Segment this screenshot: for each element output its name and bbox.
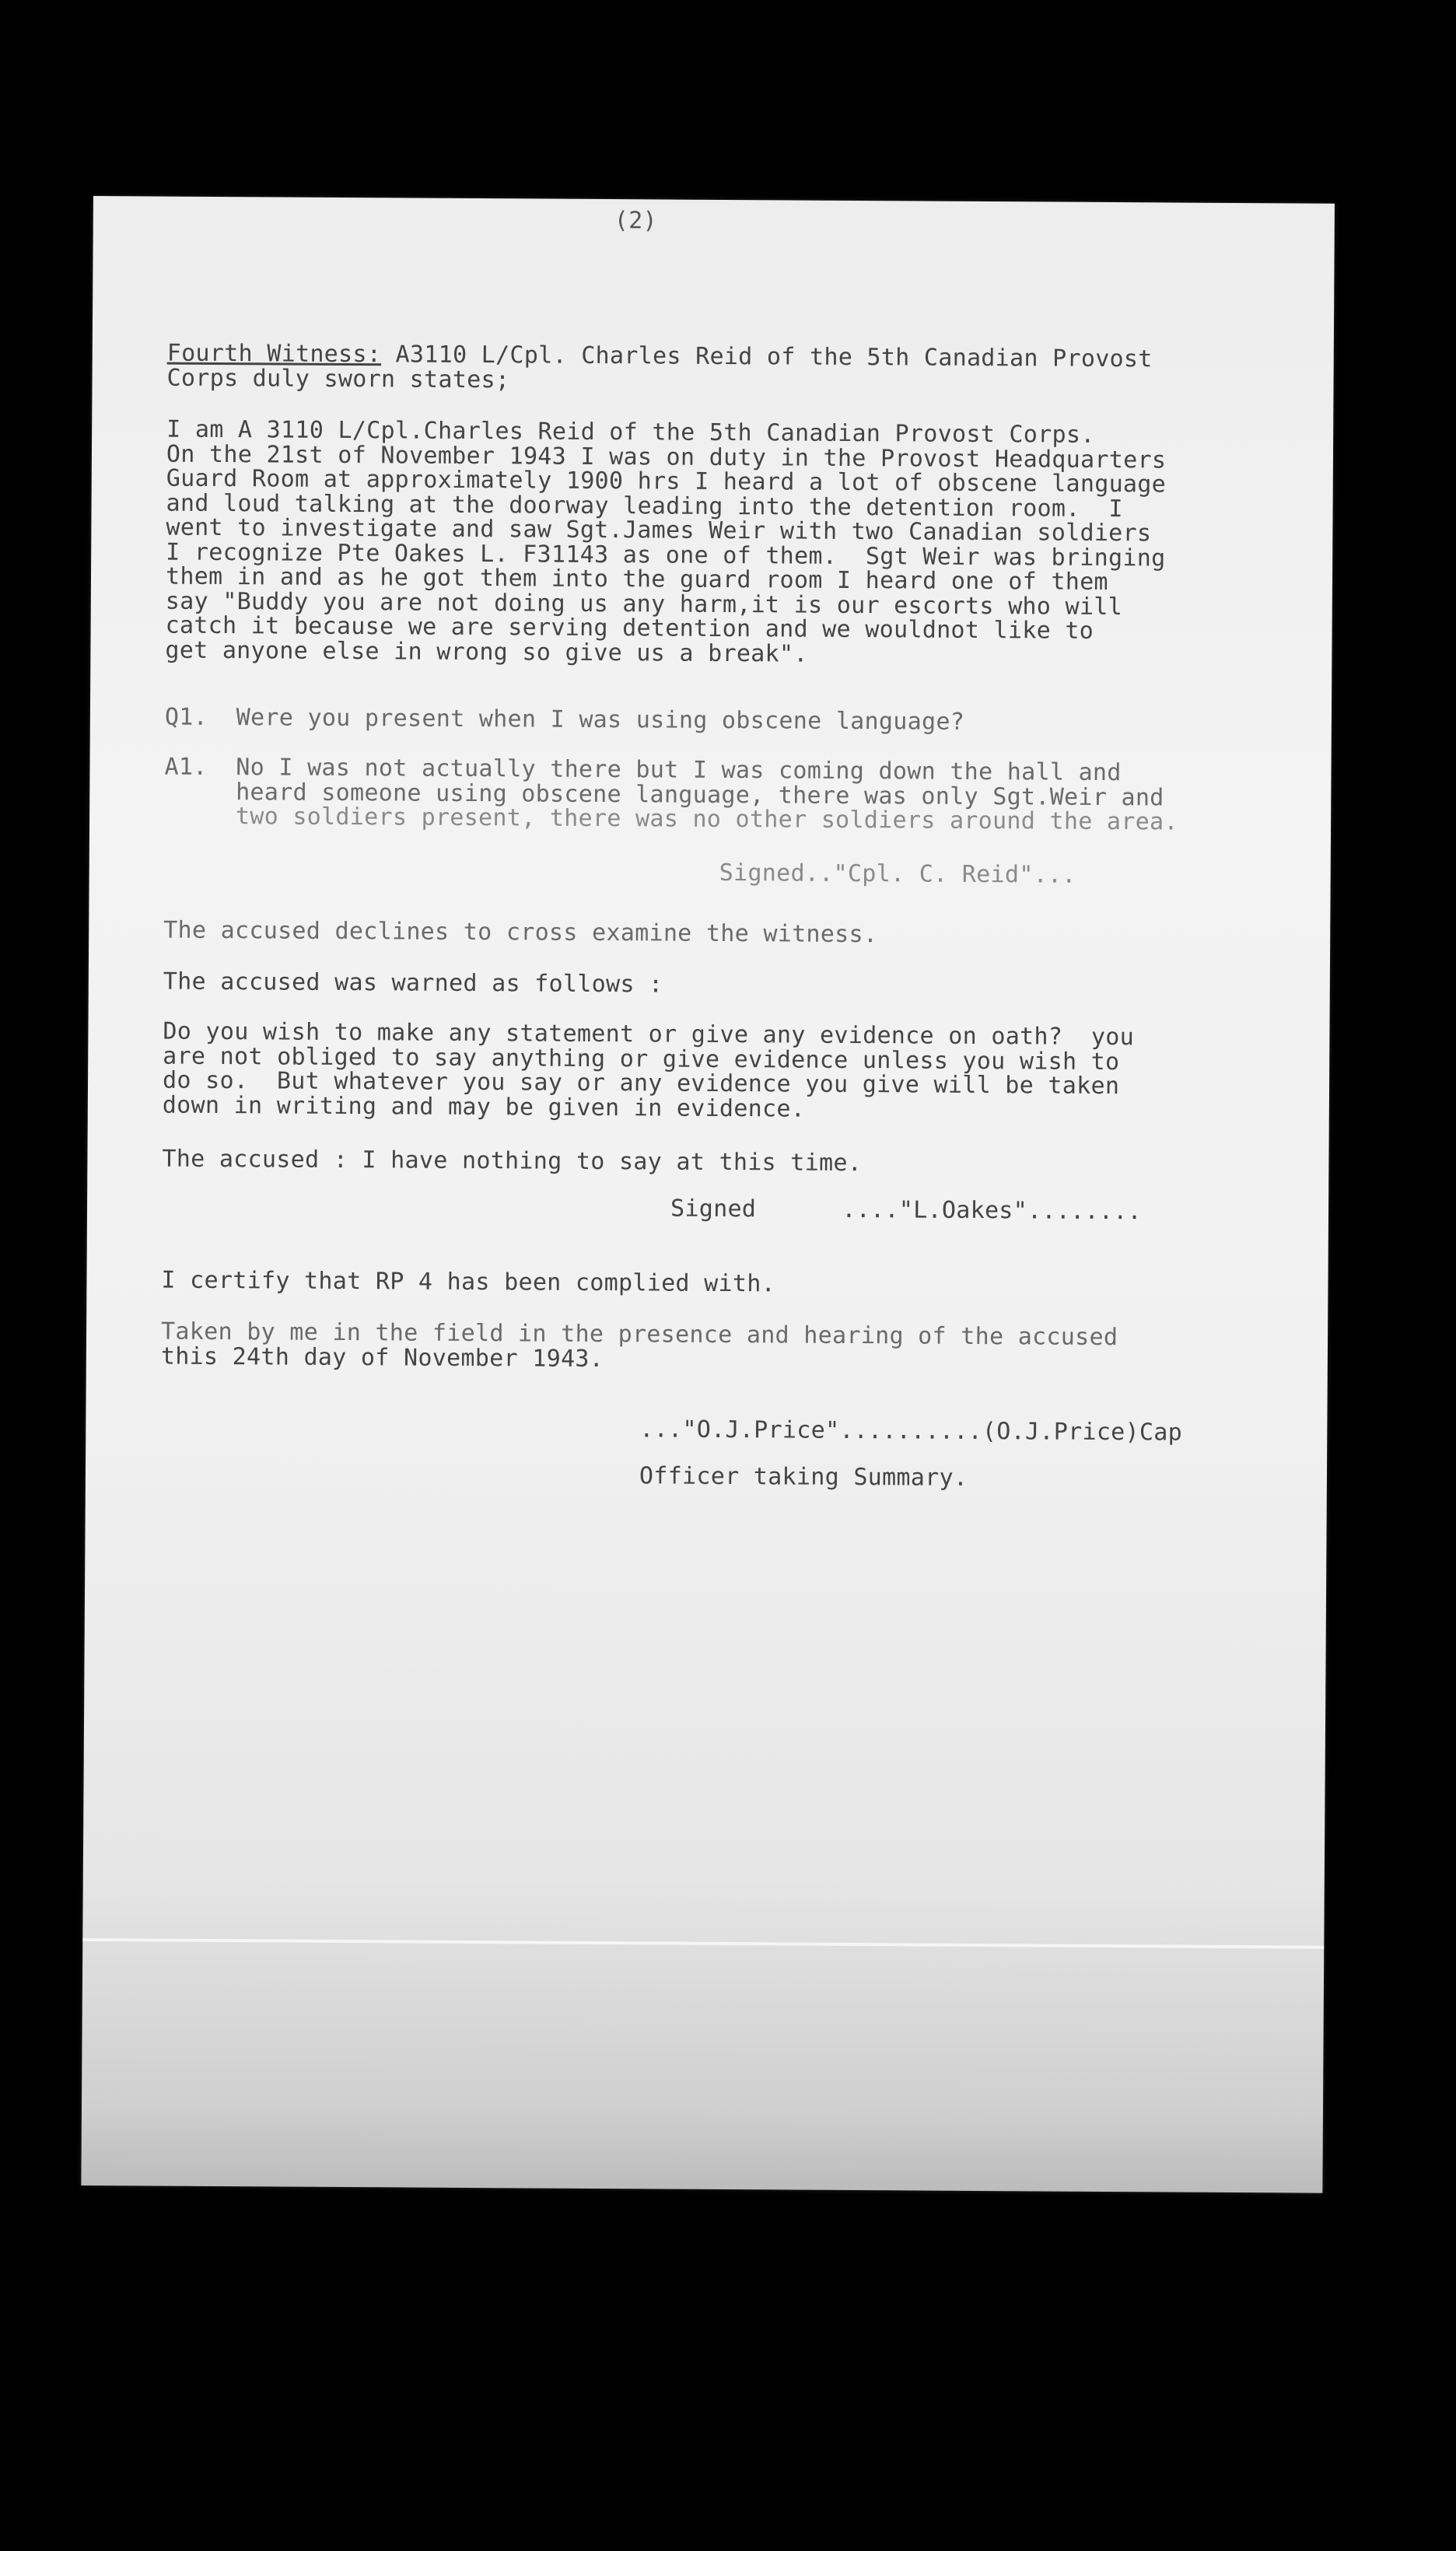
warned-text: The accused was warned as follows : [163, 968, 663, 999]
caution-line: are not obliged to say anything or give evidence unless you wish to [163, 1042, 1120, 1076]
statement-line: Guard Room at approximately 1900 hrs I heard a lot of obscene language [166, 464, 1167, 499]
statement-line: and loud talking at the doorway leading into the detention room. I [166, 489, 1123, 523]
taken-line: Taken by me in the field in the presence and hearing of the accused [160, 1317, 1118, 1352]
officer-signature: ..."O.J.Price"..........(O.J.Price)Cap [639, 1415, 1183, 1447]
witness-intro-text: A3110 L/Cpl. Charles Reid of the 5th Canadian Provost [381, 341, 1153, 373]
document-page [81, 196, 1335, 2193]
witness-heading: Fourth Witness: [166, 339, 382, 369]
page-number: (2) [614, 207, 658, 235]
answer-line: two soldiers present, there was no other soldiers around the area. [164, 802, 1178, 836]
caution-line: do so. But whatever you say or any evidence you give will be taken [162, 1066, 1120, 1101]
statement-line: get anyone else in wrong so give us a break". [165, 636, 808, 668]
witness-signature: Signed.."Cpl. C. Reid"... [719, 859, 1076, 889]
question-text: Q1. Were you present when I was using obscene language? [164, 703, 965, 736]
accused-signature: Signed ...."L.Oakes"........ [670, 1195, 1143, 1226]
witness-intro-line-2: Corps duly sworn states; [166, 364, 510, 394]
statement-line: catch it because we are serving detention and we wouldnot like to [165, 611, 1094, 645]
statement-line: went to investigate and saw Sgt.James Weir with two Canadian soldiers [166, 513, 1152, 548]
statement-line: I am A 3110 L/Cpl.Charles Reid of the 5th Canadian Provost Corps. [166, 415, 1095, 449]
statement-line: I recognize Pte Oakes L. F31143 as one of them. Sgt Weir was bringing [166, 538, 1166, 572]
taken-line: this 24th day of November 1943. [160, 1342, 604, 1373]
answer-line: heard someone using obscene language, there was only Sgt.Weir and [164, 778, 1164, 812]
accused-statement: The accused : I have nothing to say at this time. [162, 1145, 863, 1178]
statement-line: say "Buddy you are not doing us any harm,it is our escorts who will [165, 587, 1123, 621]
declines-text: The accused declines to cross examine the witness. [163, 916, 878, 949]
statement-line: On the 21st of November 1943 I was on duty in the Provost Headquarters [166, 440, 1167, 474]
officer-title: Officer taking Summary. [639, 1462, 968, 1492]
caution-line: down in writing and may be given in evidence. [162, 1091, 806, 1123]
caution-line: Do you wish to make any statement or give any evidence on oath? you [163, 1017, 1135, 1052]
statement-line: them in and as he got them into the guard room I heard one of them [165, 562, 1108, 596]
answer-line: A1. No I was not actually there but I was coming down the hall and [164, 753, 1122, 787]
certify-text: I certify that RP 4 has been complied with. [161, 1266, 776, 1298]
